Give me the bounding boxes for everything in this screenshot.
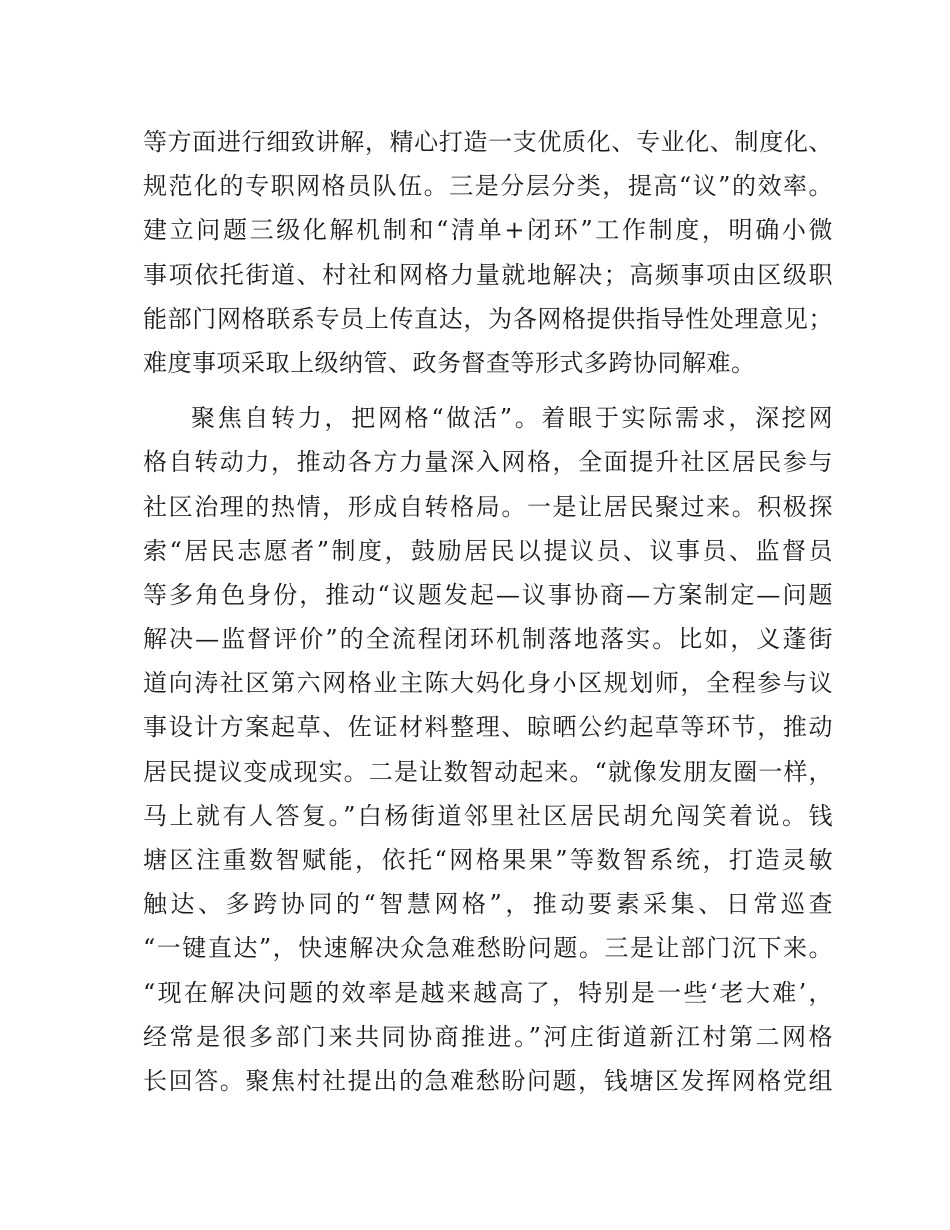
paragraph-line: 塘区注重数智赋能，依托“网格果果”等数智系统，打造灵敏 (143, 846, 833, 874)
paragraph-line: 居民提议变成现实。二是让数智动起来。“就像发朋友圈一样， (143, 757, 833, 786)
paragraph-line: 事项依托街道、村社和网格力量就地解决；高频事项由区级职 (143, 260, 833, 289)
paragraph-line: 事设计方案起草、佐证材料整理、晾晒公约起草等环节，推动 (143, 713, 833, 742)
paragraph-line: 能部门网格联系专员上传直达，为各网格提供指导性处理意见； (143, 304, 833, 333)
paragraph-line: 经常是很多部门来共同协商推进。”河庄街道新江村第二网格 (143, 1022, 833, 1051)
paragraph-spacer (143, 385, 833, 396)
paragraph-line: 等多角色身份，推动“议题发起—议事协商—方案制定—问题 (143, 580, 833, 609)
paragraph-line: 格自转动力，推动各方力量深入网格，全面提升社区居民参与 (143, 448, 833, 477)
paragraph-1 (143, 120, 833, 385)
paragraph-line: 社区治理的热情，形成自转格局。一是让居民聚过来。积极探 (143, 492, 833, 521)
paragraph-line: “现在解决问题的效率是越来越高了，特别是一些‘老大难’， (143, 978, 833, 1007)
paragraph-line: 聚焦自转力，把网格“做活”。着眼于实际需求，深挖网 (191, 404, 833, 433)
paragraph-line: 触达、多跨协同的“智慧网格”，推动要素采集、日常巡查 (143, 890, 833, 919)
paragraph-line: 索“居民志愿者”制度，鼓励居民以提议员、议事员、监督员 (143, 536, 833, 565)
paragraph-line: “一键直达”，快速解决众急难愁盼问题。三是让部门沉下来。 (143, 934, 833, 963)
paragraph-line: 马上就有人答复。”白杨街道邻里社区居民胡允闯笑着说。钱 (143, 801, 833, 830)
paragraph-2 (143, 396, 833, 1103)
paragraph-line: 道向涛社区第六网格业主陈大妈化身小区规划师，全程参与议 (143, 669, 833, 698)
paragraph-line: 长回答。聚焦村社提出的急难愁盼问题，钱塘区发挥网格党组 (143, 1066, 833, 1095)
paragraph-line: 建立问题三级化解机制和“清单+闭环”工作制度，明确小微 (143, 216, 833, 245)
paragraph-line: 解决—监督评价”的全流程闭环机制落地落实。比如，义蓬街 (143, 625, 833, 654)
paragraph-line: 规范化的专职网格员队伍。三是分层分类，提高“议”的效率。 (143, 172, 833, 201)
paragraph-line: 等方面进行细致讲解，精心打造一支优质化、专业化、制度化、 (143, 128, 833, 156)
paragraph-line: 难度事项采取上级纳管、政务督查等形式多跨协同解难。 (143, 348, 756, 377)
body-text (143, 120, 833, 1103)
